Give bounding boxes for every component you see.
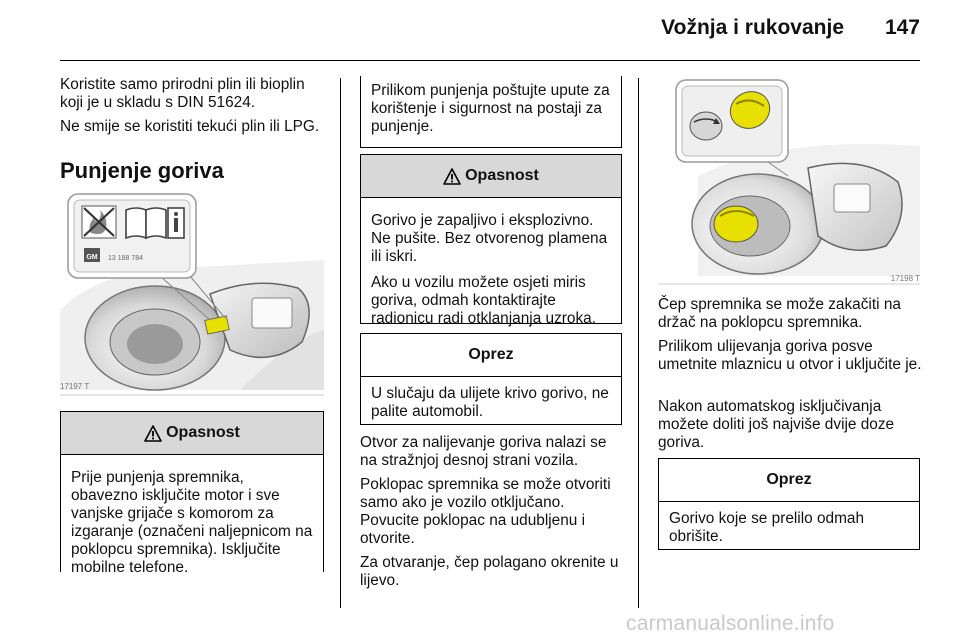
sticker-code: 13 188 784: [108, 255, 144, 262]
filler-location-paragraph: Otvor za nalijevanje goriva nalazi se na stražnjoj desnoj strani vozila.: [360, 434, 607, 469]
caution-box-title: Oprez: [766, 471, 812, 488]
intro-paragraph-2: Ne smije se koristiti tekući plin ili LPG.: [60, 118, 320, 135]
warning-triangle-icon: [144, 425, 162, 442]
section-heading: Punjenje goriva: [60, 158, 224, 183]
caution-box-header: [361, 334, 621, 377]
danger-box-header: [61, 412, 323, 455]
danger-box-paragraph-2: Ako u vozilu možete osjeti miris goriva, odmah kontaktirajte radionicu radi otklanjanja uzroka.: [371, 274, 597, 327]
watermark: carmanualsonline.info: [626, 612, 835, 635]
warning-triangle-icon: [443, 168, 461, 185]
danger-box-title: Opasnost: [465, 167, 539, 184]
info-box-text: Prilikom punjenja poštujte upute za korištenje i sigurnost na postaji za punjenje.: [371, 82, 610, 135]
header-rule: [60, 60, 920, 61]
cap-holder-paragraph: Čep spremnika se može zakačiti na držač na poklopcu spremnika.: [658, 296, 901, 331]
column-divider-1: [340, 78, 341, 608]
figure-fuel-flap-sticker: [60, 190, 324, 400]
caution-box-text: Gorivo koje se prelilo odmah obrišite.: [669, 510, 865, 545]
cap-opening-paragraph: Za otvaranje, čep polagano okrenite u lijevo.: [360, 554, 619, 589]
caution-box-body: [659, 510, 919, 546]
manual-symbol: [126, 208, 184, 238]
page-number: 147: [884, 16, 920, 39]
danger-box-text: Prije punjenja spremnika, obavezno isključite motor i sve vanjske grijače s komorom za izgaranje (označeni naljepnicom na poklopcu spremnika). Isključite mobilne telefone.: [71, 469, 313, 576]
caution-box-body: [361, 385, 621, 421]
flap-opening-paragraph: Poklopac spremnika se može otvoriti samo ako je vozilo otključano. Povucite poklopac na udubljenu i otvorite.: [360, 476, 611, 547]
caution-box-header: [659, 459, 919, 502]
intro-paragraph-1: Koristite samo prirodni plin ili bioplin koji je u skladu s DIN 51624.: [60, 76, 305, 111]
danger-box-header: [361, 155, 621, 198]
danger-box-paragraph-1: Gorivo je zapaljivo i eksplozivno. Ne pušite. Bez otvorenog plamena ili iskri.: [371, 212, 608, 265]
nozzle-paragraph: Prilikom ulijevanja goriva posve umetnite mlaznicu u otvor i uključite je.: [658, 338, 922, 373]
svg-text:GM: GM: [86, 254, 98, 261]
caution-box-title: Oprez: [468, 346, 514, 363]
caution-box-text: U slučaju da ulijete krivo gorivo, ne palite automobil.: [371, 385, 609, 420]
info-box-body: [361, 76, 621, 136]
page-header: [0, 0, 960, 62]
no-heater-symbol: [82, 206, 116, 238]
figure-fuel-cap-holder: [658, 76, 920, 288]
figure-label: 17198 T: [890, 274, 920, 283]
danger-box-flammable: [360, 154, 622, 327]
danger-box-body: [361, 212, 621, 328]
chapter-title: Vožnja i rukovanje: [661, 16, 844, 39]
column-divider-2: [638, 78, 639, 608]
danger-box-engine-off: [60, 411, 324, 576]
danger-box-title: Opasnost: [166, 424, 240, 441]
fuel-flap-sticker-illustration: [60, 190, 324, 400]
info-box-station-rules: [360, 76, 622, 148]
fuel-cap-holder-illustration: [658, 76, 920, 288]
caution-box-spill: [658, 458, 920, 550]
figure-label: 17197 T: [60, 382, 90, 391]
top-up-paragraph: Nakon automatskog isključivanja možete doliti još najviše dvije doze goriva.: [658, 398, 895, 451]
caution-box-wrong-fuel: [360, 333, 622, 425]
danger-box-body: [61, 469, 323, 577]
